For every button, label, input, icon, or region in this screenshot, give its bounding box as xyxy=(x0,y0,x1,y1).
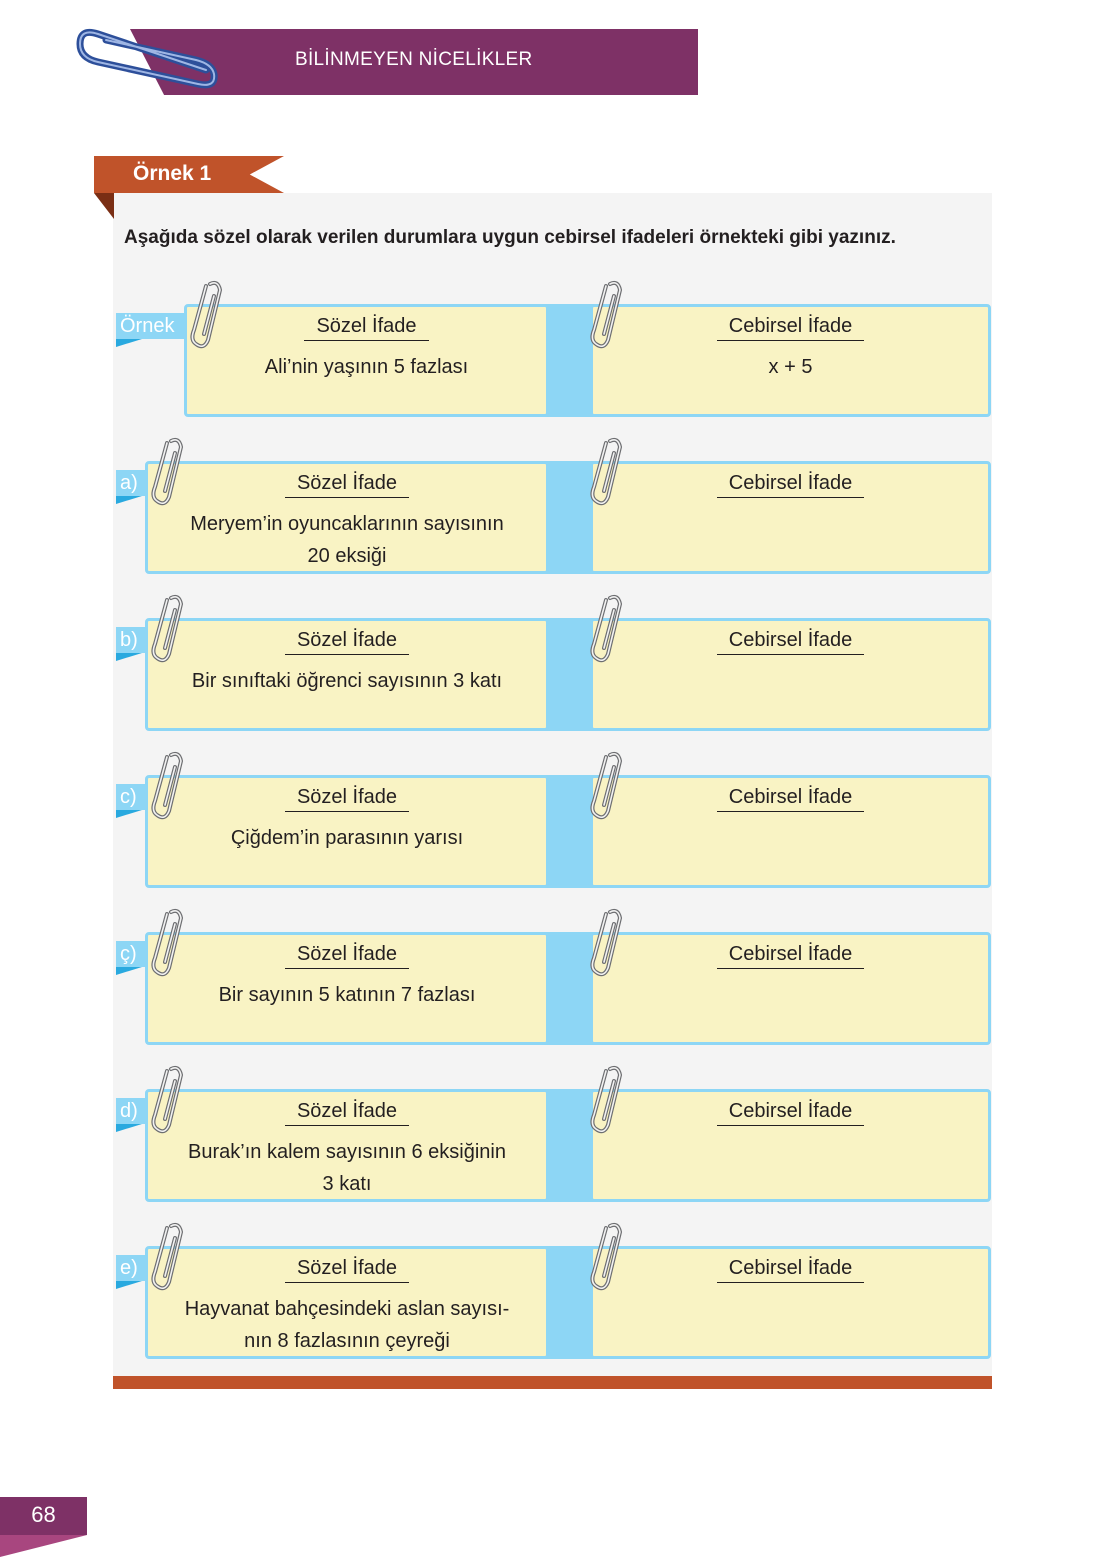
exercise-row xyxy=(0,1246,1106,1376)
paperclip-icon xyxy=(590,278,630,355)
paperclip-icon xyxy=(590,1063,630,1140)
instruction-text: Aşağıda sözel olarak verilen durumlara uygun cebirsel ifadeleri örnekteki gibi yazınız. xyxy=(124,227,896,248)
paperclip-icon xyxy=(590,592,630,669)
verbal-heading: Sözel İfade xyxy=(304,315,428,341)
exercise-row xyxy=(0,932,1106,1062)
algebraic-heading: Cebirsel İfade xyxy=(717,315,864,341)
algebraic-heading: Cebirsel İfade xyxy=(717,1100,864,1126)
verbal-card xyxy=(184,304,549,417)
verbal-text-line-1: Çiğdem’in parasının yarısı xyxy=(230,827,464,849)
page-number: 68 xyxy=(31,1502,56,1527)
row-label: b) xyxy=(116,627,148,653)
paperclip-icon xyxy=(151,749,191,826)
page-corner-accent xyxy=(0,1535,87,1557)
verbal-text-line-1: Hayvanat bahçesindeki aslan sayısı- xyxy=(184,1298,510,1320)
algebraic-card[interactable] xyxy=(590,775,991,888)
row-label: Örnek xyxy=(116,313,188,339)
paperclip-icon xyxy=(590,906,630,983)
algebraic-heading: Cebirsel İfade xyxy=(717,472,864,498)
verbal-card xyxy=(145,1246,549,1359)
paperclip-icon xyxy=(151,435,191,512)
verbal-heading: Sözel İfade xyxy=(285,629,409,655)
verbal-text-line-1: Meryem’in oyuncaklarının sayısının xyxy=(190,513,504,535)
row-label: ç) xyxy=(116,941,148,967)
example-tag-label: Örnek 1 xyxy=(133,162,212,185)
exercise-row xyxy=(0,1089,1106,1219)
paperclip-icon xyxy=(76,24,221,94)
algebraic-heading: Cebirsel İfade xyxy=(717,1257,864,1283)
example-tag-fold xyxy=(94,193,114,219)
paperclip-icon xyxy=(590,1220,630,1297)
verbal-card xyxy=(145,775,549,888)
algebraic-answer: x + 5 xyxy=(768,356,813,378)
verbal-heading: Sözel İfade xyxy=(285,943,409,969)
algebraic-card[interactable] xyxy=(590,1089,991,1202)
verbal-text-line-1: Bir sınıftaki öğrenci sayısının 3 katı xyxy=(191,670,503,692)
verbal-text-line-2: 3 katı xyxy=(322,1173,372,1195)
algebraic-card[interactable] xyxy=(590,618,991,731)
verbal-text-line-1: Burak’ın kalem sayısının 6 eksiğinin xyxy=(188,1141,506,1163)
algebraic-heading: Cebirsel İfade xyxy=(717,943,864,969)
row-label: a) xyxy=(116,470,148,496)
verbal-text-line-1: Bir sayının 5 katının 7 fazlası xyxy=(218,984,476,1006)
algebraic-heading: Cebirsel İfade xyxy=(717,629,864,655)
paperclip-icon xyxy=(151,906,191,983)
verbal-text-line-1: Ali’nin yaşının 5 fazlası xyxy=(264,356,469,378)
verbal-heading: Sözel İfade xyxy=(285,1100,409,1126)
verbal-card xyxy=(145,1089,549,1202)
verbal-text-line-2: 20 eksiği xyxy=(307,545,387,567)
paperclip-icon xyxy=(151,1063,191,1140)
verbal-card xyxy=(145,461,549,574)
algebraic-card[interactable] xyxy=(590,461,991,574)
exercise-row xyxy=(0,618,1106,748)
verbal-text-line-2: nın 8 fazlasının çeyreği xyxy=(244,1330,450,1352)
paperclip-icon xyxy=(190,278,230,355)
paperclip-icon xyxy=(151,592,191,669)
exercise-row xyxy=(0,775,1106,905)
exercise-row xyxy=(0,461,1106,591)
panel-bottom-bar xyxy=(113,1376,992,1389)
paperclip-icon xyxy=(590,749,630,826)
algebraic-heading: Cebirsel İfade xyxy=(717,786,864,812)
verbal-heading: Sözel İfade xyxy=(285,472,409,498)
verbal-card xyxy=(145,932,549,1045)
row-label: d) xyxy=(116,1098,148,1124)
paperclip-icon xyxy=(590,435,630,512)
algebraic-card[interactable] xyxy=(590,932,991,1045)
verbal-heading: Sözel İfade xyxy=(285,786,409,812)
header-title: BİLİNMEYEN NİCELİKLER xyxy=(295,49,533,70)
verbal-heading: Sözel İfade xyxy=(285,1257,409,1283)
row-label: e) xyxy=(116,1255,148,1281)
algebraic-card xyxy=(590,304,991,417)
algebraic-card[interactable] xyxy=(590,1246,991,1359)
row-label: c) xyxy=(116,784,148,810)
paperclip-icon xyxy=(151,1220,191,1297)
example-row xyxy=(0,304,1106,434)
verbal-card xyxy=(145,618,549,731)
